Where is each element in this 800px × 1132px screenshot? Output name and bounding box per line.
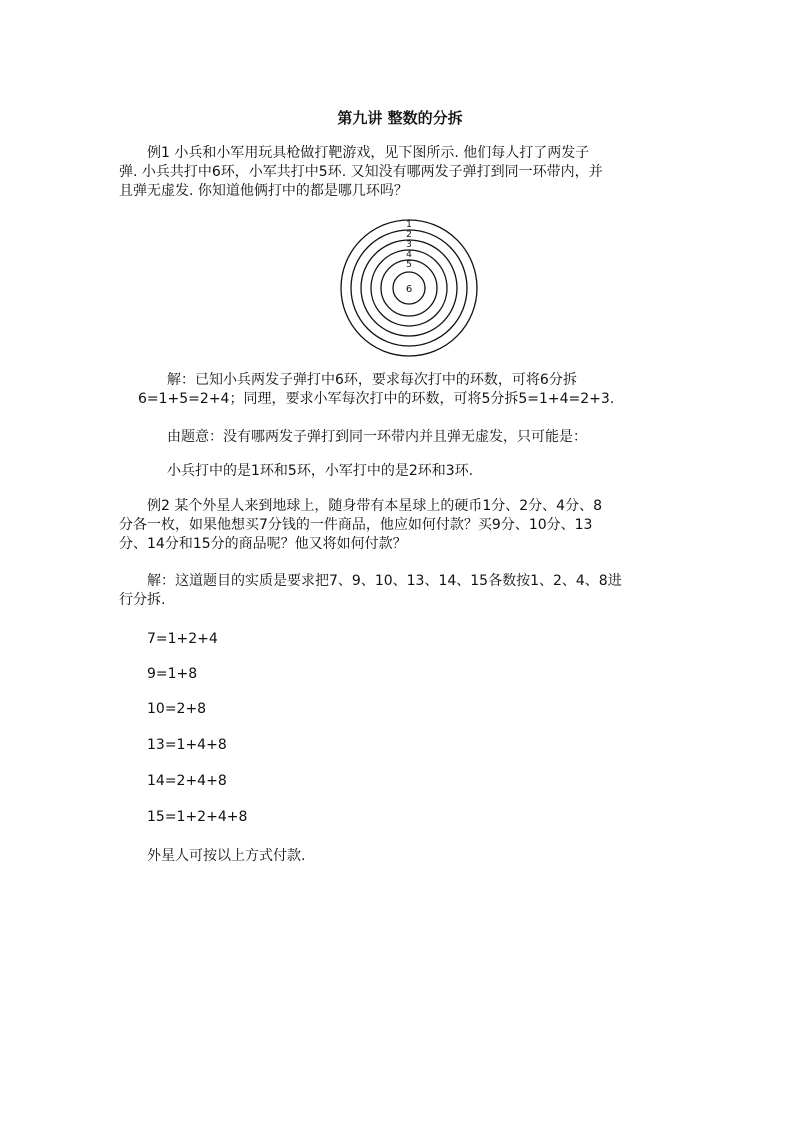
solution1-line-1: 解：已知小兵两发子弹打中6环，要求每次打中的环数，可将6分拆 bbox=[167, 372, 577, 388]
equation-10: 10=2+8 bbox=[147, 701, 207, 717]
answer1: 小兵打中的是1环和5环，小军打中的是2环和3环. bbox=[167, 463, 474, 479]
example2-line-3: 分、14分和15分的商品呢？他又将如何付款？ bbox=[119, 536, 407, 552]
solution2-line-1: 解：这道题目的实质是要求把7、9、10、13、14、15各数按1、2、4、8进 bbox=[147, 573, 622, 589]
equation-7: 7=1+2+4 bbox=[147, 631, 218, 647]
solution2-line-2: 行分拆. bbox=[119, 592, 166, 608]
shooting-target bbox=[339, 218, 479, 358]
ring-label-3: 3 bbox=[406, 240, 412, 250]
example1-line-1: 例1 小兵和小军用玩具枪做打靶游戏，见下图所示. 他们每人打了两发子 bbox=[147, 145, 590, 161]
equation-14: 14=2+4+8 bbox=[147, 773, 227, 789]
ring-label-4: 4 bbox=[406, 250, 412, 260]
example1-line-3: 且弹无虚发. 你知道他俩打中的都是哪几环吗？ bbox=[119, 183, 408, 199]
equation-13: 13=1+4+8 bbox=[147, 737, 227, 753]
conclusion: 外星人可按以上方式付款. bbox=[147, 848, 306, 864]
equation-9: 9=1+8 bbox=[147, 666, 198, 682]
page-title: 第九讲 整数的分拆 bbox=[337, 109, 463, 127]
ring-label-6: 6 bbox=[405, 284, 413, 295]
example2-line-1: 例2 某个外星人来到地球上，随身带有本星球上的硬币1分、2分、4分、8 bbox=[147, 498, 602, 514]
ring-label-2: 2 bbox=[406, 230, 412, 240]
example2-line-2: 分各一枚，如果他想买7分钱的一件商品，他应如何付款？买9分、10分、13 bbox=[119, 517, 593, 533]
equation-15: 15=1+2+4+8 bbox=[147, 809, 248, 825]
ring-label-5: 5 bbox=[406, 260, 412, 270]
reasoning1: 由题意：没有哪两发子弹打到同一环带内并且弹无虚发，只可能是： bbox=[167, 429, 587, 445]
ring-label-1: 1 bbox=[406, 220, 412, 230]
example1-line-2: 弹. 小兵共打中6环，小军共打中5环. 又知没有哪两发子弹打到同一环带内，并 bbox=[119, 164, 603, 180]
solution1-line-2: 6=1+5=2+4；同理，要求小军每次打中的环数，可将5分拆5=1+4=2+3. bbox=[138, 391, 615, 407]
